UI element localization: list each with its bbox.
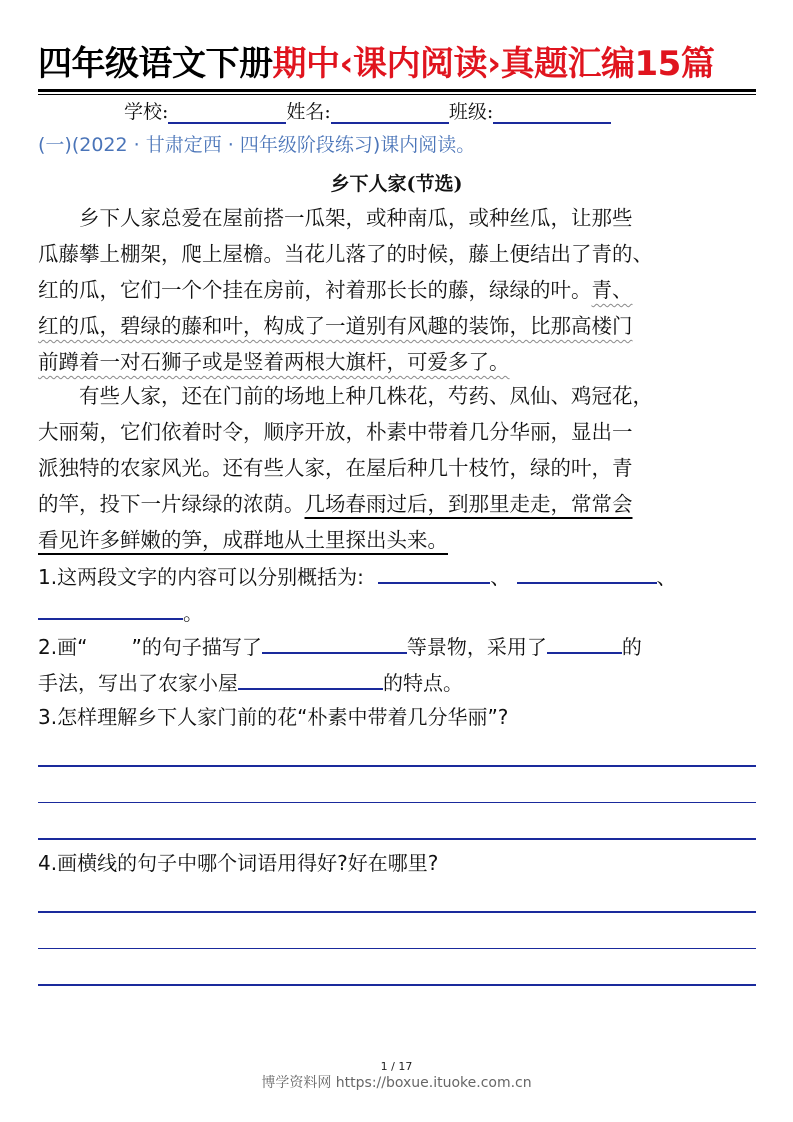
school-field[interactable] — [168, 98, 286, 124]
q4-answer-line-3[interactable] — [38, 984, 756, 986]
class-field[interactable] — [493, 98, 611, 124]
q1-answer-blank-1[interactable] — [378, 558, 490, 584]
title-topic: 期中‹课内阅读›真题汇编15篇 — [272, 44, 715, 84]
q2-answer-blank-2[interactable] — [547, 628, 622, 654]
q1-answer-blank-2[interactable] — [517, 558, 657, 584]
title-divider-thick — [38, 89, 756, 92]
question-4: 4.画横线的句子中哪个词语用得好?好在哪里? — [38, 851, 439, 875]
q4-answer-line-1[interactable] — [38, 911, 756, 913]
q2-answer-blank-3[interactable] — [238, 664, 383, 690]
title-divider-thin — [38, 94, 756, 95]
q3-answer-line-1[interactable] — [38, 765, 756, 767]
passage-line — [38, 272, 760, 308]
q3-answer-line-3[interactable] — [38, 838, 756, 840]
straight-underlined-text: 看见许多鲜嫩的笋，成群地从土里探出头来。 — [38, 528, 448, 552]
passage-text: 红的瓜，它们一个个挂在房前，衬着那长长的藤，绿绿的叶。 — [38, 278, 592, 302]
q2-text: 的 — [621, 635, 642, 659]
question-3: 3.怎样理解乡下人家门前的花“朴素中带着几分华丽”? — [38, 705, 509, 729]
page-title — [38, 40, 758, 88]
q1-separator: 、 — [656, 565, 677, 589]
q2-answer-blank-1[interactable] — [262, 628, 407, 654]
wavy-underlined-text: 前蹲着一对石狮子或是竖着两根大旗杆，可爱多了。 — [38, 350, 510, 374]
q1-end-mark: 。 — [183, 601, 203, 625]
q2-text: 2.画“ — [38, 635, 88, 659]
q1-separator: 、 — [490, 565, 511, 589]
page-number: 1 / 17 — [380, 1060, 413, 1073]
q2-text: ”的句子描写了 — [131, 635, 262, 659]
passage-paragraph-1 — [38, 200, 760, 380]
passage-line: 有些人家，还在门前的场地上种几株花，芍药、凤仙、鸡冠花， — [38, 384, 653, 408]
school-label: 学校: — [124, 101, 169, 123]
q2-text: 手法，写出了农家小屋 — [38, 671, 238, 695]
passage-text: 的竿，投下一片绿绿的浓荫。 — [38, 492, 305, 516]
passage-line: 派独特的农家风光。还有些人家，在屋后种几十枝竹，绿的叶，青 — [38, 456, 633, 480]
name-field[interactable] — [331, 98, 449, 124]
passage-line: 瓜藤攀上棚架，爬上屋檐。当花儿落了的时候，藤上便结出了青的、 — [38, 242, 653, 266]
question-1-text: 1.这两段文字的内容可以分别概括为: — [38, 565, 364, 589]
question-2-continued — [38, 664, 760, 700]
name-label: 姓名: — [286, 101, 331, 123]
footer-site: 博学资料网 https://boxue.ituoke.com.cn — [261, 1075, 532, 1091]
q3-answer-line-2[interactable] — [38, 802, 756, 803]
passage-line: 大丽菊，它们依着时令，顺序开放，朴素中带着几分华丽，显出一 — [38, 420, 633, 444]
passage-paragraph-2 — [38, 378, 760, 558]
wavy-line-sample — [87, 630, 131, 664]
section-source: (一)(2022 · 甘肃定西 · 四年级阶段练习)课内阅读。 — [38, 134, 476, 156]
q2-text: 等景物，采用了 — [406, 635, 547, 659]
q2-text: 的特点。 — [383, 671, 463, 695]
wavy-underlined-text: 红的瓜，碧绿的藤和叶，构成了一道别有风趣的装饰，比那高楼门 — [38, 314, 633, 338]
student-info-row — [124, 98, 611, 126]
wavy-underlined-text: 青、 — [591, 278, 633, 302]
passage-line — [38, 308, 760, 344]
straight-underlined-text: 几场春雨过后，到那里走走，常常会 — [304, 492, 633, 516]
q1-answer-blank-3[interactable] — [38, 594, 183, 620]
question-1-continued — [38, 594, 760, 630]
class-label: 班级: — [448, 101, 494, 123]
question-1 — [38, 558, 760, 594]
passage-line — [38, 486, 760, 522]
title-grade: 四年级语文下册 — [38, 44, 273, 84]
question-2 — [38, 628, 760, 664]
passage-line — [38, 344, 760, 380]
q4-answer-line-2[interactable] — [38, 948, 756, 949]
passage-line: 乡下人家总爱在屋前搭一瓜架，或种南瓜，或种丝瓜，让那些 — [38, 206, 633, 230]
passage-line — [38, 522, 760, 558]
passage-title: 乡下人家(节选) — [330, 173, 463, 195]
